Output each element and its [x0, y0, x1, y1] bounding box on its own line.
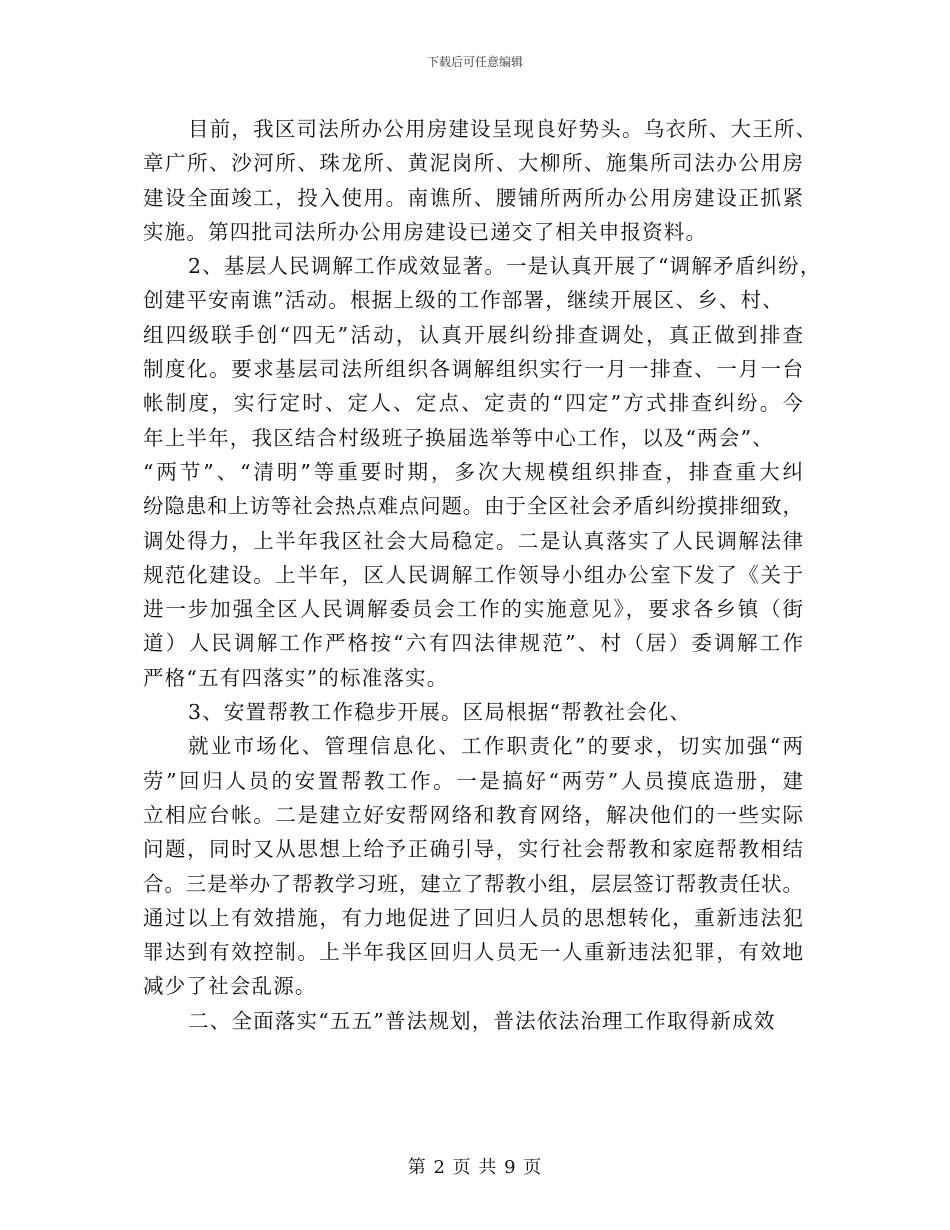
text-line: “两节”、“清明”等重要时期，多次大规模组织排查，排查重大纠 [143, 459, 803, 484]
section-heading: 二、全面落实“五五”普法规划，普法依法治理工作取得新成效 [188, 1008, 776, 1033]
text-line: 帐制度，实行定时、定人、定点、定责的“四定”方式排查纠纷。今 [143, 391, 803, 416]
text-line: 问题，同时又从思想上给予正确引导，实行社会帮教和家庭帮教相结 [143, 837, 803, 862]
text-line: 合。三是举办了帮教学习班，建立了帮教小组，层层签订帮教责任状。 [143, 871, 803, 896]
text-line: 2、基层人民调解工作成效显著。一是认真开展了“调解矛盾纠纷， [188, 254, 822, 279]
text-line: 严格“五有四落实”的标准落实。 [143, 665, 449, 690]
text-line: 制度化。要求基层司法所组织各调解组织实行一月一排查、一月一台 [143, 357, 803, 382]
text-line: 道）人民调解工作严格按“六有四法律规范”、村（居）委调解工作 [143, 631, 803, 656]
text-line: 立相应台帐。二是建立好安帮网络和教育网络，解决他们的一些实际 [143, 802, 803, 827]
text-line: 规范化建设。上半年，区人民调解工作领导小组办公室下发了《关于 [143, 562, 803, 587]
text-line: 组四级联手创“四无”活动，认真开展纠纷排查调处，真正做到排查 [143, 322, 803, 347]
text-line: 年上半年，我区结合村级班子换届选举等中心工作，以及“两会”、 [143, 425, 774, 450]
text-line: 通过以上有效措施，有力地促进了回归人员的思想转化，重新违法犯 [143, 905, 803, 930]
text-line: 目前，我区司法所办公用房建设呈现良好势头。乌衣所、大王所、 [188, 117, 818, 141]
text-line: 创建平安南谯”活动。根据上级的工作部署，继续开展区、乡、村、 [143, 288, 784, 313]
text-line: 就业市场化、管理信息化、工作职责化”的要求，切实加强“两 [188, 734, 803, 759]
text-line: 进一步加强全区人民调解委员会工作的实施意见》，要求各乡镇（街 [143, 597, 803, 622]
document-body [143, 112, 822, 1038]
text-line: 纷隐患和上访等社会热点难点问题。由于全区社会矛盾纠纷摸排细致， [143, 494, 803, 519]
text-line: 建设全面竣工，投入使用。南谯所、腰铺所两所办公用房建设正抓紧 [143, 185, 803, 210]
text-line: 实施。第四批司法所办公用房建设已递交了相关申报资料。 [143, 219, 708, 244]
page-header: 下载后可任意编辑 [426, 55, 523, 69]
text-line: 罪达到有效控制。上半年我区回归人员无一人重新违法犯罪，有效地 [143, 940, 803, 965]
text-line: 减少了社会乱源。 [143, 974, 317, 999]
text-line: 3、安置帮教工作稳步开展。区局根据“帮教社会化、 [188, 700, 692, 725]
page-number: 第 2 页 共 9 页 [407, 1157, 543, 1178]
text-line: 调处得力，上半年我区社会大局稳定。二是认真落实了人民调解法律 [143, 528, 803, 553]
text-line: 劳”回归人员的安置帮教工作。一是搞好“两劳”人员摸底造册，建 [143, 768, 803, 793]
text-line: 章广所、沙河所、珠龙所、黄泥岗所、大柳所、施集所司法办公用房 [143, 151, 803, 176]
